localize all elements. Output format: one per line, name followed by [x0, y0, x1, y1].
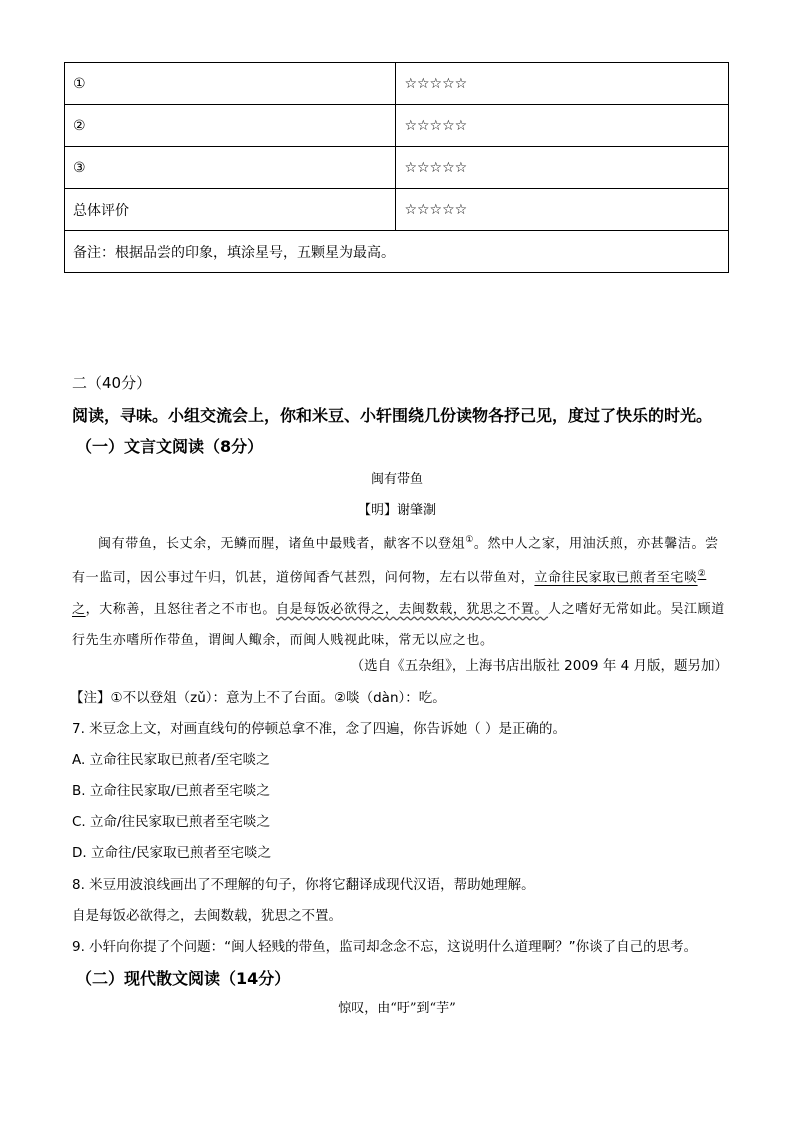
table-row — [65, 147, 729, 189]
question-7: 7. 米豆念上文，对画直线句的停顿总拿不准，念了四遍，你告诉她（ ）是正确的。 — [72, 721, 566, 737]
table-row — [65, 105, 729, 147]
table-row — [65, 63, 729, 105]
passage-author: 【明】谢肇淛 — [357, 503, 436, 518]
passage-source: （选自《五杂组》，上海书店出版社 2009 年 4 月版，题另加） — [350, 658, 728, 674]
question-8: 8. 米豆用波浪线画出了不理解的句子，你将它翻译成现代汉语，帮助她理解。 — [72, 877, 535, 893]
question-9: 9. 小轩向你提了个问题：“闽人轻贱的带鱼，监司却念念不忘，这说明什么道理啊？”你谈了自己的思考。 — [72, 939, 698, 955]
part1-heading: （一）文言文阅读（8分） — [76, 437, 264, 456]
option-c: C. 立命/往民家取已煎者至宅啖之 — [72, 814, 271, 830]
passage-text: 闽有带鱼，长丈余，无鳞而腥，诸鱼中最贱者，献客不以登俎 — [98, 536, 466, 552]
section-intro: 阅读，寻味。小组交流会上，你和米豆、小轩围绕几份读物各抒己见，度过了快乐的时光。 — [72, 406, 713, 425]
row-label: ② — [65, 105, 396, 147]
option-a: A. 立命往民家取已煎者/至宅啖之 — [72, 752, 270, 768]
star-rating: ☆☆☆☆☆ — [396, 147, 729, 189]
row-label: ③ — [65, 147, 396, 189]
rating-table — [64, 62, 729, 273]
passage-text: ，大称善，且怒往者之不市也。 — [85, 601, 277, 617]
row-label: ① — [65, 63, 396, 105]
passage2-title: 惊叹，由“吁”到“芋” — [338, 1001, 456, 1016]
part2-heading: （二）现代散文阅读（14分） — [76, 969, 291, 988]
table-note: 备注：根据品尝的印象，填涂星号，五颗星为最高。 — [65, 231, 729, 273]
annotation: 【注】①不以登俎（zǔ）：意为上不了台面。②啖（dàn）：吃。 — [70, 690, 446, 706]
star-rating: ☆☆☆☆☆ — [396, 105, 729, 147]
table-row — [65, 189, 729, 231]
row-label: 总体评价 — [65, 189, 396, 231]
passage-title: 闽有带鱼 — [370, 472, 423, 487]
note-marker: ② — [697, 569, 707, 580]
note-marker: ① — [465, 535, 474, 545]
underlined-sentence-end: 之 — [72, 601, 86, 617]
passage-text: 。然中人之家，用油沃煎，亦甚馨洁。尝有一监司，因公事过午归，饥甚，道傍闻香气甚烈，问何物，左右以带鱼对， — [72, 536, 719, 586]
underlined-sentence: 立命往民家取已煎者至宅啖 — [534, 570, 698, 586]
question-8-sentence: 自是每饭必欲得之，去闽数载，犹思之不置。 — [72, 908, 342, 924]
option-d: D. 立命往/民家取已煎者至宅啖之 — [72, 845, 272, 861]
star-rating: ☆☆☆☆☆ — [396, 189, 729, 231]
section-heading: 二（40分） — [72, 374, 152, 392]
wavy-underlined-sentence: 自是每饭必欲得之，去闽数载，犹思之不置。 — [276, 601, 549, 617]
classical-passage — [72, 525, 728, 656]
passage-text: 人之嗜好无常如此。吴江顾道行先生亦嗜所作带鱼，谓闽人鲰余，而闽人贱视此味，常无以应之也。 — [72, 601, 725, 648]
option-b: B. 立命往民家取/已煎者至宅啖之 — [72, 783, 270, 799]
star-rating: ☆☆☆☆☆ — [396, 63, 729, 105]
table-note-row — [65, 231, 729, 273]
